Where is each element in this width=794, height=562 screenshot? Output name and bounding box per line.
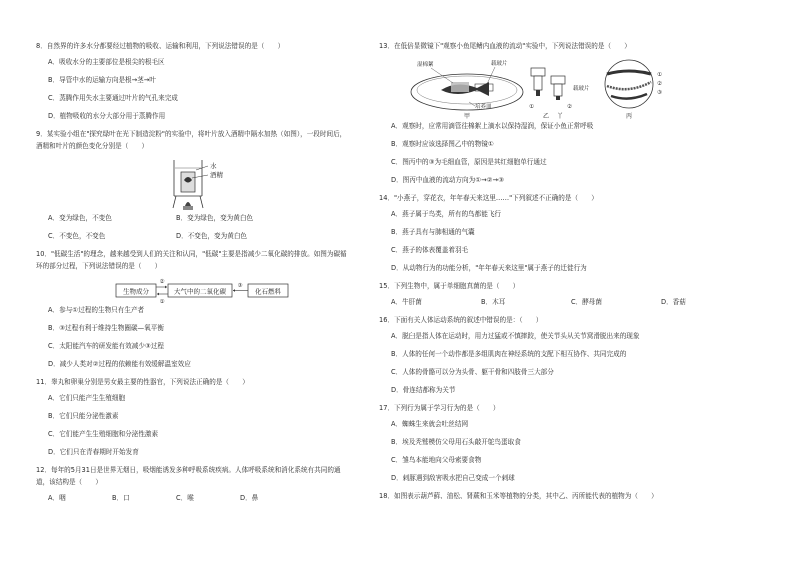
question-17-option-c: C．雏鸟本能地向父母索要食物 <box>391 456 482 464</box>
water-bath-diagram <box>36 156 391 212</box>
question-13-stem: 13．在低倍显微镜下"观察小鱼尾鳍内血液的流动"实验中，下列说法错误的是（ ） <box>379 42 631 50</box>
question-12-option-c: C．喉 <box>176 494 194 502</box>
question-9-option-a: A．变为绿色，不变色 <box>48 214 112 222</box>
question-12-stem-line-2: 道，该结构是（ ） <box>36 478 102 486</box>
question-10-option-c: C．太阳能汽车的研发能有效减少③过程 <box>48 342 165 350</box>
question-14-option-b: B．燕子具有与肺相通的气囊 <box>391 228 475 236</box>
arrowhead-co2-to-bio <box>157 293 159 296</box>
question-12-stem-line-1: 12．每年的5月31日是世界无烟日，吸烟能诱发多种呼吸系统疾病。人体呼吸系统和消化系统有共同的通 <box>36 466 341 474</box>
microscope-field-view <box>605 60 653 108</box>
label-glass-slide: 载玻片 <box>491 61 508 67</box>
question-12-options-row <box>48 492 391 504</box>
question-9 <box>36 128 391 242</box>
question-15-option-c: C．酵母菌 <box>571 298 602 306</box>
carbon-cycle-diagram <box>36 276 391 304</box>
label-alcohol: 酒精 <box>210 171 223 179</box>
wet-cotton <box>451 82 469 92</box>
question-8-option-b: B．导管中水的运输方向是根→茎→叶 <box>48 76 156 84</box>
question-14 <box>379 192 734 274</box>
label-vessel-1: ① <box>657 72 662 78</box>
question-17-option-d: D．刺豚遇到敌害吸水把自己变成一个刺球 <box>391 474 515 482</box>
question-13-option-c: C．图丙中的③为毛细血管，原因是其红细胞单行通过 <box>391 158 547 166</box>
question-9-stem-line-2: 酒精和叶片的颜色变化分别是（ ） <box>36 142 149 150</box>
question-16-option-a: A．脱臼是指人体在运动时，用力过猛或不慎摔跤，使关节头从关节窝滑脱出来的现象 <box>391 332 640 340</box>
question-13-option-a: A．观察时，应常用滴管往棉絮上滴水以保持湿润，保证小鱼正常呼吸 <box>391 122 594 130</box>
question-12-option-a: A．咽 <box>48 494 66 502</box>
right-column <box>379 40 734 506</box>
fish-tail-diagram <box>379 56 734 120</box>
question-13-option-d: D．图丙中血液的流动方向为①→②→③ <box>391 176 504 184</box>
arrowhead-fossil-to-co2 <box>233 289 235 292</box>
question-16-stem: 16．下面有关人体运动系统的叙述中错误的是：（ ） <box>379 316 543 324</box>
question-16-option-b: B．人体的任何一个动作都是多组肌肉在神经系统的支配下相互协作、共同完成的 <box>391 350 627 358</box>
question-15-options-row <box>391 296 734 308</box>
carbon-cycle-figure <box>36 276 391 304</box>
pointer-wet-cotton <box>431 68 453 83</box>
fish-tail-figure <box>379 56 734 120</box>
question-15-stem: 15．下列生物中，属于单细胞真菌的是（ ） <box>379 282 520 290</box>
question-15-option-d: D．香菇 <box>661 298 686 306</box>
label-water: 水 <box>210 162 217 170</box>
tripod-leg-right <box>200 196 203 208</box>
question-10-stem-line-2: 环的部分过程，下列说法错误的是（ ） <box>36 262 162 270</box>
question-12-option-d: D．鼻 <box>240 494 259 502</box>
question-11-option-d: D．它们只在青春期时开始发育 <box>48 448 139 456</box>
objective-lenses <box>531 68 565 100</box>
question-10-stem-line-1: 10．"低碳生活"的理念，越来越受到人们的关注和认同，"低碳"主要是指减少二氧化碳的排放。如图为碳循 <box>36 250 347 258</box>
question-17 <box>379 402 734 484</box>
label-wet-cotton: 湿棉絮 <box>417 62 434 68</box>
marker-process-1: ① <box>159 299 165 304</box>
label-figure-ya: 丫 <box>557 113 564 120</box>
question-9-option-d: D．不变色，变为黄白色 <box>176 232 248 240</box>
question-8 <box>36 40 391 122</box>
question-14-option-d: D．从动物行为的功能分析，"年年春天来这里"属于燕子的迁徙行为 <box>391 264 587 272</box>
label-lens-1: ① <box>529 104 534 110</box>
question-12 <box>36 464 391 504</box>
tripod-leg-left <box>173 196 176 208</box>
question-17-option-a: A．蜘蛛生来就会吐丝结网 <box>391 420 469 428</box>
label-figure-jia: 甲 <box>463 113 471 120</box>
question-11-option-c: C．它们能产生生殖细胞和分泌性激素 <box>48 430 159 438</box>
question-13 <box>379 40 734 186</box>
question-11 <box>36 376 391 458</box>
question-15-option-b: B．木耳 <box>481 298 506 306</box>
question-11-option-a: A．它们只能产生生殖细胞 <box>48 394 126 402</box>
question-15-option-a: A．牛肝菌 <box>391 298 422 306</box>
water-bath-figure <box>36 156 391 212</box>
question-8-option-c: C．蒸腾作用失水主要通过叶片的气孔来完成 <box>48 94 178 102</box>
box-atmospheric-co2-label: 大气中的二氧化碳 <box>174 287 226 296</box>
question-8-option-a: A．吸收水分的主要部位是根尖的根毛区 <box>48 58 165 66</box>
question-17-option-b: B．埃及秃鹫模仿父母用石头敲开鸵鸟蛋取食 <box>391 438 521 446</box>
beaker-inner <box>181 172 195 192</box>
box-biological-components-label: 生物成分 <box>123 287 149 296</box>
label-glass-slide-2: 载玻片 <box>573 86 590 92</box>
petri-dish-with-fish <box>411 74 523 110</box>
label-vessel-2: ② <box>657 81 662 87</box>
question-16 <box>379 314 734 396</box>
marker-process-2: ② <box>159 279 165 285</box>
question-10 <box>36 248 391 370</box>
flame-icon <box>185 202 191 206</box>
label-vessel-3: ③ <box>657 90 662 96</box>
arrowhead-bio-to-co2 <box>165 286 167 289</box>
label-lens-2: ② <box>567 104 572 110</box>
question-10-option-a: A．参与①过程的生物只有生产者 <box>48 306 145 314</box>
question-11-option-b: B．它们只能分泌性激素 <box>48 412 119 420</box>
question-18-stem: 18．如图表示葫芦藓、油松、肾蕨和玉米等植物的分类，其中乙、丙所能代表的植物为（ ） <box>379 492 658 500</box>
question-10-option-b: B．③过程有利于维持生物圈碳—氧平衡 <box>48 324 164 332</box>
label-petri-dish: 培养皿 <box>475 104 492 110</box>
question-9-option-b: B．变为绿色，变为黄白色 <box>176 214 254 222</box>
marker-process-3: ③ <box>237 283 243 289</box>
question-8-option-d: D．植物吸收的水分大部分用于蒸腾作用 <box>48 112 166 120</box>
question-13-option-b: B．观察时应该选择图乙中的物镜① <box>391 140 494 148</box>
question-14-stem: 14．"小燕子，穿花衣，年年春天来这里……"下列叙述不正确的是（ ） <box>379 194 598 202</box>
label-figure-bing: 丙 <box>625 113 633 120</box>
left-column <box>36 40 391 510</box>
question-18 <box>379 490 734 502</box>
question-9-options-row-1 <box>48 212 391 224</box>
question-8-stem: 8．自然界的许多水分都要经过植物的吸收、运输和利用，下列说法错误的是（ ） <box>36 42 285 50</box>
question-16-option-d: D．骨连结都称为关节 <box>391 386 456 394</box>
question-16-option-c: C．人体的骨骼可以分为头骨、躯干骨和四肢骨三大部分 <box>391 368 554 376</box>
label-figure-yi: 乙 <box>543 113 550 120</box>
question-14-option-a: A．燕子属于鸟类，所有的鸟都能飞行 <box>391 210 502 218</box>
question-17-stem: 17．下列行为属于学习行为的是（ ） <box>379 404 500 412</box>
question-14-option-c: C．燕子的体表覆盖着羽毛 <box>391 246 469 254</box>
question-12-option-b: B．口 <box>112 494 130 502</box>
question-9-options-row-2 <box>48 230 391 242</box>
question-10-option-d: D．减少人类对②过程的依赖能有效缓解温室效应 <box>48 360 191 368</box>
burner-lamp <box>183 206 193 210</box>
question-9-stem-line-1: 9．某实验小组在"探究绿叶在光下制造淀粉"的实验中，将叶片放入酒精中隔水加热（如图），一段时间后， <box>36 130 347 138</box>
box-fossil-fuel-label: 化石燃料 <box>255 287 281 296</box>
question-15 <box>379 280 734 308</box>
question-11-stem: 11．睾丸和卵巢分别是男女最主要的性器官，下列说法正确的是（ ） <box>36 378 249 386</box>
question-9-option-c: C．不变色，不变色 <box>48 232 106 240</box>
